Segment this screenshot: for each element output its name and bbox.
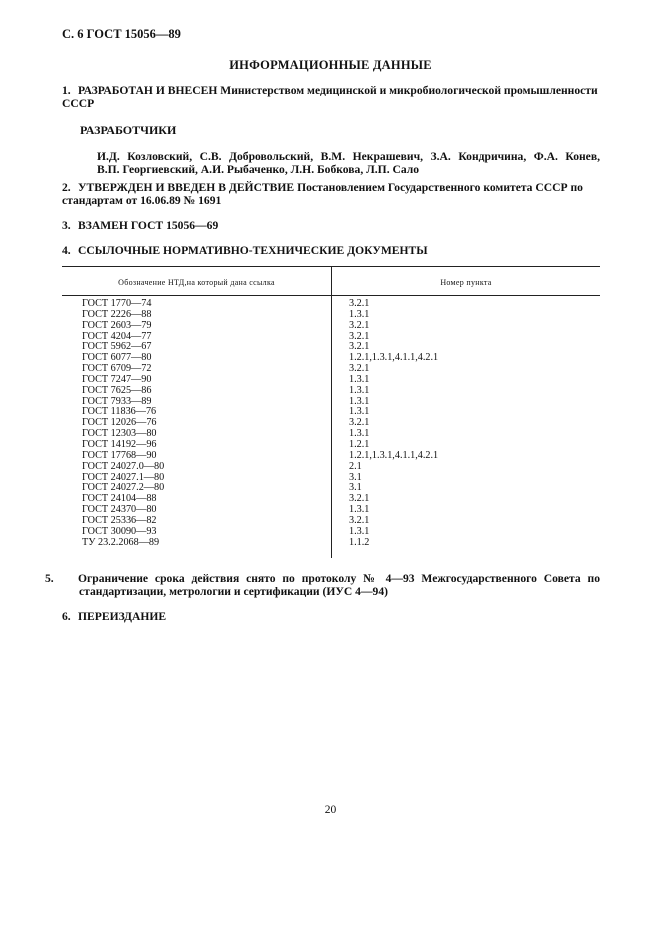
item-5-text: Ограничение срока действия снято по протоколу № 4—93 Межгосударственного Совета по стандартизации, метрологии и сертификации (ИУС 4—94) — [78, 572, 600, 598]
table-cell-document: ГОСТ 25336—82 — [82, 514, 157, 526]
item-5-number: 5. — [45, 572, 54, 585]
table-cell-document: ГОСТ 14192—96 — [82, 438, 157, 450]
table-cell-clause: 1.2.1,1.3.1,4.1.1,4.2.1 — [349, 352, 439, 364]
table-cell-document: ГОСТ 11836—76 — [82, 406, 157, 418]
table-cell-clause: 3.2.1 — [349, 363, 370, 375]
table-cell-clause: 1.2.1 — [349, 438, 370, 450]
table-cell-clause: 1.2.1,1.3.1,4.1.1,4.2.1 — [349, 449, 439, 461]
item-6-text: ПЕРЕИЗДАНИЕ — [78, 610, 167, 623]
item-2-number: 2. — [62, 181, 71, 194]
table-cell-document: ГОСТ 12303—80 — [82, 428, 157, 440]
table-cell-document: ГОСТ 6709—72 — [82, 363, 152, 375]
table-cell-clause: 1.3.1 — [349, 395, 370, 407]
table-cell-document: ГОСТ 30090—93 — [82, 525, 157, 537]
table-cell-clause: 1.3.1 — [349, 406, 370, 418]
table-cell-clause: 2.1 — [349, 460, 362, 472]
item-2 — [62, 181, 600, 207]
item-3 — [62, 219, 600, 232]
item-4-text: ССЫЛОЧНЫЕ НОРМАТИВНО-ТЕХНИЧЕСКИЕ ДОКУМЕНТЫ — [78, 244, 428, 257]
item-2-lead: УТВЕРЖДЕН И ВВЕДЕН В ДЕЙСТВИЕ — [78, 181, 295, 194]
table-cell-clause: 1.3.1 — [349, 373, 370, 385]
table-column-documents — [82, 299, 164, 548]
item-1-number: 1. — [62, 84, 71, 97]
item-1-lead: РАЗРАБОТАН И ВНЕСЕН — [78, 84, 218, 97]
table-cell-document: ГОСТ 24370—80 — [82, 504, 157, 516]
table-cell-clause: 1.3.1 — [349, 384, 370, 396]
table-cell-clause: 1.3.1 — [349, 428, 370, 440]
item-2-text: Постановлением Государственного комитета СССР по стандартам от 16.06.89 № 1691 — [62, 181, 583, 207]
table-cell-clause: 3.1 — [349, 482, 362, 494]
table-cell-document: ГОСТ 24104—88 — [82, 493, 157, 505]
item-6-number: 6. — [62, 610, 71, 623]
table-cell-clause: 1.3.1 — [349, 308, 370, 320]
table-cell-clause: 3.2.1 — [349, 514, 370, 526]
table-cell-clause: 3.2.1 — [349, 319, 370, 331]
table-cell-clause: 1.1.2 — [349, 536, 370, 548]
item-4-number: 4. — [62, 244, 71, 257]
table-cell-document: ГОСТ 1770—74 — [82, 298, 152, 309]
item-1-text: Министерством медицинской и микробиологической промышленности СССР — [62, 84, 598, 110]
table-cell-document: ГОСТ 2226—88 — [82, 308, 152, 320]
page-header: С. 6 ГОСТ 15056—89 — [62, 27, 181, 41]
table-cell-clause: 3.2.1 — [349, 493, 370, 505]
item-5 — [45, 572, 600, 598]
item-4 — [62, 244, 600, 257]
table-cell-document: ГОСТ 24027.1—80 — [82, 471, 165, 483]
table-column-divider — [331, 266, 332, 558]
table-cell-document: ГОСТ 5962—67 — [82, 341, 152, 353]
table-cell-document: ГОСТ 17768—90 — [82, 449, 157, 461]
table-cell-document: ГОСТ 7247—90 — [82, 373, 152, 385]
table-cell-clause: 3.2.1 — [349, 417, 370, 429]
table-cell-document: ТУ 23.2.2068—89 — [82, 536, 160, 548]
page-number: 20 — [324, 804, 337, 816]
developers-line-1: И.Д. Козловский, С.В. Добровольский, В.М. Некрашевич, З.А. Кондричина, Ф.А. Конев, — [97, 150, 600, 163]
item-3-text: ВЗАМЕН ГОСТ 15056—69 — [78, 219, 219, 232]
table-cell-clause: 3.2.1 — [349, 330, 370, 342]
table-cell-clause: 3.2.1 — [349, 341, 370, 353]
table-cell-document: ГОСТ 12026—76 — [82, 417, 157, 429]
table-cell-document: ГОСТ 2603—79 — [82, 319, 152, 331]
item-3-number: 3. — [62, 219, 71, 232]
table-cell-document: ГОСТ 6077—80 — [82, 352, 152, 364]
table-cell-document: ГОСТ 24027.2—80 — [82, 482, 165, 494]
table-cell-document: ГОСТ 4204—77 — [82, 330, 152, 342]
table-cell-clause: 3.1 — [349, 471, 362, 483]
developers-heading: РАЗРАБОТЧИКИ — [80, 123, 177, 137]
page-title: ИНФОРМАЦИОННЫЕ ДАННЫЕ — [229, 58, 432, 72]
developers-line-2: В.П. Георгиевский, А.И. Рыбаченко, Л.Н. Бобкова, Л.П. Сало — [97, 163, 420, 177]
developers-list — [97, 150, 600, 176]
table-cell-document: ГОСТ 7933—89 — [82, 395, 152, 407]
table-cell-clause: 1.3.1 — [349, 504, 370, 516]
table-cell-document: ГОСТ 24027.0—80 — [82, 460, 165, 472]
table-cell-clause: 3.2.1 — [349, 298, 370, 309]
table-cell-document: ГОСТ 7625—86 — [82, 384, 152, 396]
references-table — [62, 266, 600, 558]
table-header-clause: Номер пункта — [440, 278, 492, 287]
item-6 — [62, 610, 600, 623]
table-column-clauses — [349, 299, 438, 548]
table-cell-clause: 1.3.1 — [349, 525, 370, 537]
table-header-document: Обозначение НТД,на который дана ссылка — [118, 278, 275, 287]
item-1 — [62, 84, 600, 110]
